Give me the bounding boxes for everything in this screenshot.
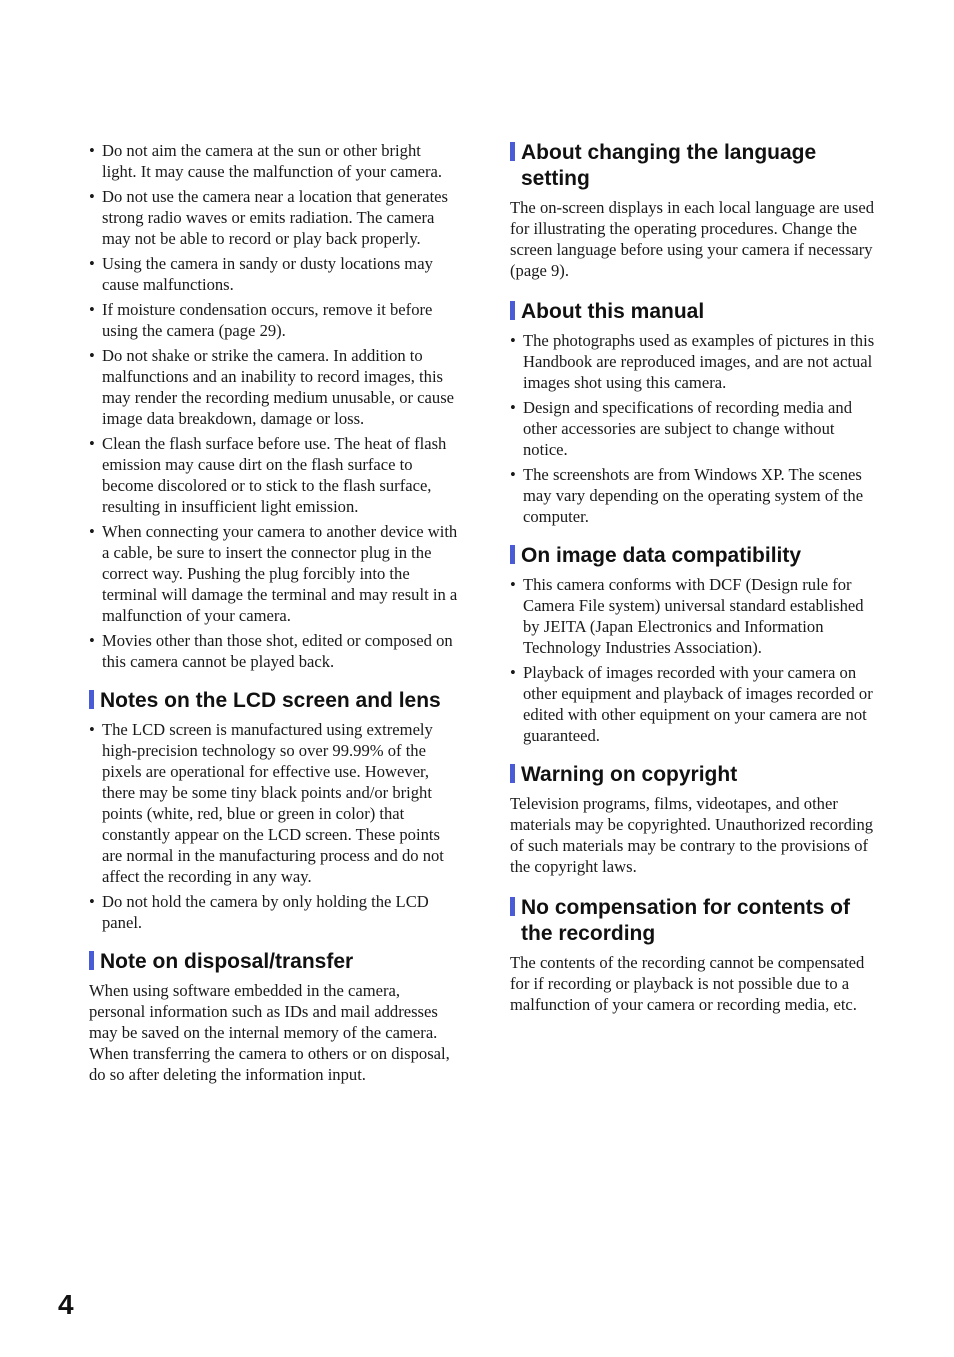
copyright-paragraph: Television programs, films, videotapes, and other materials may be copyrighted. Unauthorized recording of such materials may be contrary to the provisions of the copyright laws. bbox=[510, 794, 874, 876]
disposal-section-title: Note on disposal/transfer bbox=[100, 950, 354, 973]
compensation-section-heading bbox=[510, 895, 878, 947]
list-item: • Clean the flash surface before use. The heat of flash emission may cause dirt on the flash surface to become discolored or to stick to the flash surface, resulting in insufficient light emission. bbox=[89, 433, 459, 517]
intro-bullet-list bbox=[89, 140, 459, 672]
copyright-section-title: Warning on copyright bbox=[521, 763, 738, 786]
list-item: • The LCD screen is manufactured using extremely high-precision technology so over 99.99% of the pixels are operational for effective use. However, there may be some tiny black points and/or bright points (white, red, blue or green in color) that constantly appear on the LCD screen. These points are normal in the manufacturing process and do not affect the recording in any way. bbox=[89, 719, 459, 887]
list-item: • Design and specifications of recording media and other accessories are subject to change without notice. bbox=[510, 397, 878, 460]
disposal-section-heading bbox=[89, 949, 459, 975]
compat-section-title: On image data compatibility bbox=[521, 544, 802, 567]
compat-section-heading bbox=[510, 543, 878, 569]
disposal-paragraph: When using software embedded in the camera, personal information such as IDs and mail addresses may be saved on the internal memory of the camera. When transferring the camera to others or on disposal, do so after deleting the information input. bbox=[89, 981, 450, 1084]
list-item: • Using the camera in sandy or dusty locations may cause malfunctions. bbox=[89, 253, 459, 295]
list-item: • If moisture condensation occurs, remove it before using the camera (page 29). bbox=[89, 299, 459, 341]
compensation-section-title: No compensation for contents of the recording bbox=[521, 896, 851, 945]
manual-section-heading bbox=[510, 299, 878, 325]
copyright-section-heading bbox=[510, 762, 878, 788]
lcd-section-title: Notes on the LCD screen and lens bbox=[100, 689, 441, 712]
lcd-bullet-list bbox=[89, 719, 459, 933]
heading-bar-icon bbox=[510, 764, 515, 783]
manual-section-title: About this manual bbox=[521, 300, 705, 323]
compensation-paragraph: The contents of the recording cannot be compensated for if recording or playback is not possible due to a malfunction of your camera or recording media, etc. bbox=[510, 953, 865, 1014]
heading-bar-icon bbox=[510, 545, 515, 564]
lcd-section-heading bbox=[89, 688, 459, 714]
heading-bar-icon bbox=[89, 690, 94, 709]
left-column bbox=[89, 140, 459, 1085]
list-item: • The photographs used as examples of pictures in this Handbook are reproduced images, and are not actual images shot using this camera. bbox=[510, 330, 878, 393]
list-item: • This camera conforms with DCF (Design rule for Camera File system) universal standard established by JEITA (Japan Electronics and Information Technology Industries Association). bbox=[510, 574, 878, 658]
list-item: • Movies other than those shot, edited or composed on this camera cannot be played back. bbox=[89, 630, 459, 672]
language-section-heading bbox=[510, 140, 878, 192]
heading-bar-icon bbox=[89, 951, 94, 970]
list-item: • When connecting your camera to another device with a cable, be sure to insert the connector plug in the correct way. Pushing the plug forcibly into the terminal will damage the terminal and may result in a malfunction of your camera. bbox=[89, 521, 459, 626]
heading-bar-icon bbox=[510, 897, 515, 916]
compat-bullet-list bbox=[510, 574, 878, 746]
page-number: 4 bbox=[58, 1289, 74, 1320]
heading-bar-icon bbox=[510, 142, 515, 161]
heading-bar-icon bbox=[510, 301, 515, 320]
list-item: • The screenshots are from Windows XP. The scenes may vary depending on the operating system of the computer. bbox=[510, 464, 878, 527]
right-column bbox=[510, 140, 878, 1015]
list-item: • Do not hold the camera by only holding the LCD panel. bbox=[89, 891, 459, 933]
list-item: • Do not shake or strike the camera. In addition to malfunctions and an inability to record images, this may render the recording medium unusable, or cause image data breakdown, damage or loss. bbox=[89, 345, 459, 429]
manual-bullet-list bbox=[510, 330, 878, 527]
list-item: • Do not use the camera near a location that generates strong radio waves or emits radiation. The camera may not be able to record or play back properly. bbox=[89, 186, 459, 249]
list-item: • Playback of images recorded with your camera on other equipment and playback of images recorded or edited with other equipment on your camera are not guaranteed. bbox=[510, 662, 878, 746]
language-section-title: About changing the language setting bbox=[521, 141, 817, 190]
language-paragraph: The on-screen displays in each local language are used for illustrating the operating procedures. Change the screen language before using your camera if necessary (page 9). bbox=[510, 198, 874, 280]
list-item: • Do not aim the camera at the sun or other bright light. It may cause the malfunction of your camera. bbox=[89, 140, 459, 182]
